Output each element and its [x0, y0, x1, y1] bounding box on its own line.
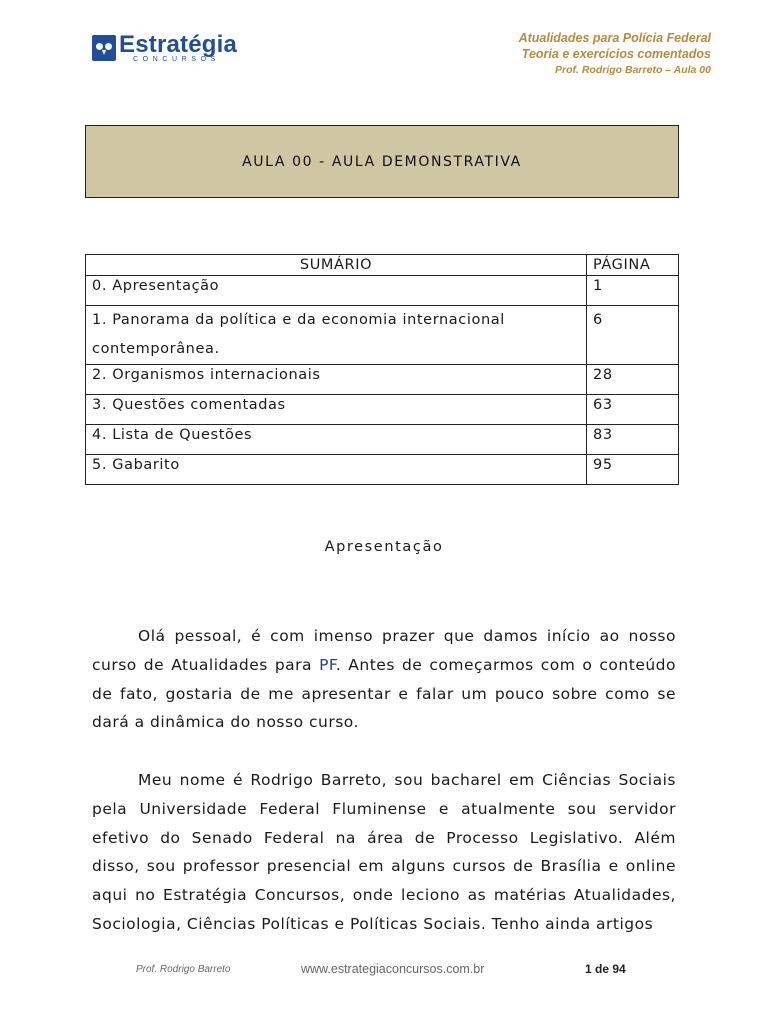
- footer-author: Prof. Rodrigo Barreto: [136, 964, 231, 975]
- logo-subtitle: CONCURSOS: [133, 56, 220, 63]
- summary-item: 1. Panorama da política e da economia internacional contemporânea.: [86, 306, 587, 365]
- summary-page: 63: [587, 395, 679, 425]
- paragraph-text: Meu nome é Rodrigo Barreto, sou bacharel em Ciências Sociais pela Universidade Federal Fluminense e atualmente sou servidor efetivo do Senado Federal na área de Processo Legislativo. Além disso, sou professor presencial em alguns cursos de Brasília e online aqui no Estratégia Concursos, onde leciono as matérias Atualidades, Sociologia, Ciências Políticas e Políticas Sociais. Tenho ainda artigos: [92, 771, 676, 933]
- paragraph-text: . Antes de começarmos com o conteúdo de fato, gostaria de me apresentar e falar um pouco sobre como se dará a dinâmica do nosso curso.: [92, 655, 676, 732]
- summary-item: 3. Questões comentadas: [86, 395, 587, 425]
- header-lesson-info: Prof. Rodrigo Barreto – Aula 00: [555, 64, 711, 76]
- summary-page: 28: [587, 365, 679, 395]
- footer-page-number: 1 de 94: [585, 962, 626, 976]
- table-row: [86, 276, 679, 306]
- summary-item: 4. Lista de Questões: [86, 425, 587, 455]
- logo-name: Estratégia: [119, 31, 238, 58]
- summary-header-row: [86, 255, 679, 276]
- summary-item: 0. Apresentação: [86, 276, 587, 306]
- summary-page: 95: [587, 455, 679, 485]
- table-row: [86, 455, 679, 485]
- summary-page: 1: [587, 276, 679, 306]
- header-course-subtitle: Teoria e exercícios comentados: [521, 47, 711, 61]
- header-course-title: Atualidades para Polícia Federal: [518, 31, 711, 45]
- summary-page: 6: [587, 306, 679, 365]
- owl-logo-icon: [92, 35, 116, 61]
- table-row: [86, 365, 679, 395]
- lesson-title-box: [85, 125, 679, 198]
- summary-item: 2. Organismos internacionais: [86, 365, 587, 395]
- page-header: PÁGINA: [587, 255, 679, 276]
- intro-paragraph: [92, 622, 676, 737]
- highlight-text: PF: [319, 655, 336, 674]
- paragraph-text: Olá pessoal, é com imenso prazer que damos início ao nosso curso de Atualidades para: [92, 627, 676, 674]
- lesson-title: AULA 00 - AULA DEMONSTRATIVA: [242, 153, 522, 170]
- footer-website: www.estrategiaconcursos.com.br: [301, 962, 485, 976]
- summary-item: 5. Gabarito: [86, 455, 587, 485]
- summary-header: SUMÁRIO: [86, 255, 587, 276]
- table-row: [86, 425, 679, 455]
- section-title: Apresentação: [324, 539, 444, 555]
- document-header: [519, 30, 711, 78]
- table-row: [86, 306, 679, 365]
- summary-page: 83: [587, 425, 679, 455]
- summary-table: [85, 254, 679, 485]
- bio-paragraph: [92, 766, 676, 939]
- table-row: [86, 395, 679, 425]
- estrategia-logo: [92, 31, 238, 64]
